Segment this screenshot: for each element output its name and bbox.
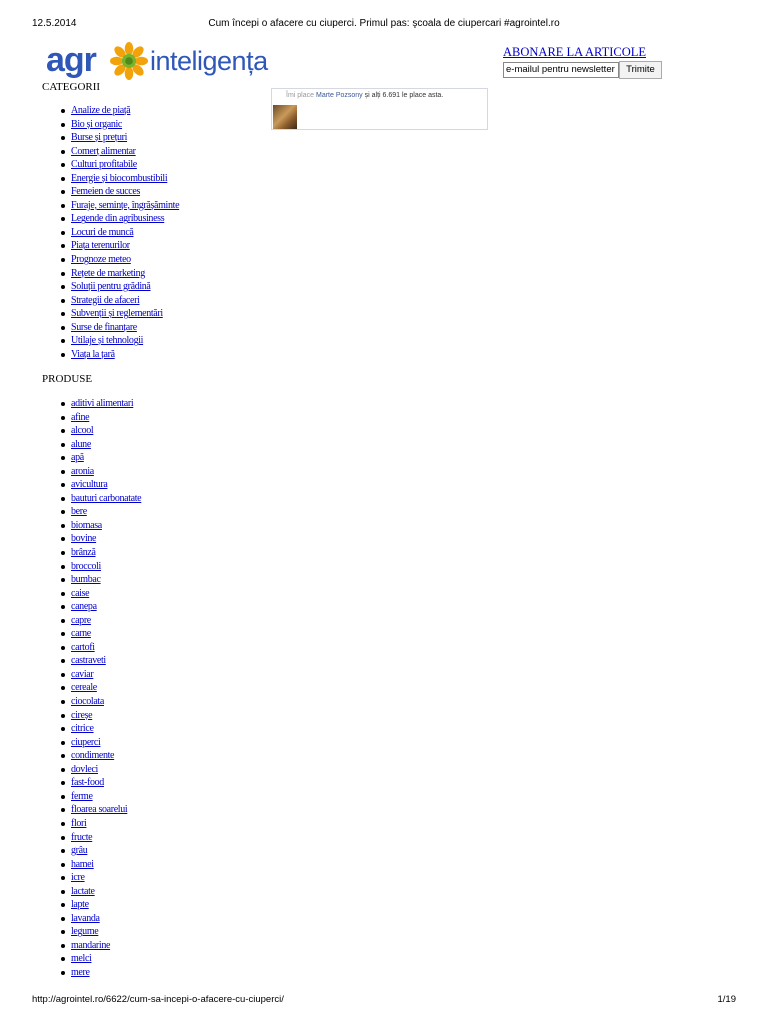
product-item <box>58 858 141 872</box>
product-item <box>58 952 141 966</box>
product-link[interactable]: alcool <box>71 425 94 437</box>
category-link[interactable]: Comerț alimentar <box>71 145 136 157</box>
site-logo[interactable] <box>46 40 276 80</box>
facebook-friend-name[interactable]: Marte Pozsony <box>316 92 363 99</box>
product-link[interactable]: fast-food <box>71 777 104 789</box>
product-link[interactable]: melci <box>71 953 92 965</box>
category-link[interactable]: Energie și biocombustibili <box>71 172 168 184</box>
facebook-like-summary <box>316 92 443 99</box>
product-item <box>58 438 141 452</box>
product-item <box>58 641 141 655</box>
product-link[interactable]: castraveti <box>71 655 106 667</box>
facebook-like-box <box>271 88 488 130</box>
product-link[interactable]: canepa <box>71 601 97 613</box>
product-link[interactable]: flori <box>71 817 87 829</box>
category-item <box>58 145 179 159</box>
product-link[interactable]: cartofi <box>71 641 95 653</box>
product-link[interactable]: lactate <box>71 885 95 897</box>
product-item <box>58 478 141 492</box>
product-item <box>58 803 141 817</box>
product-link[interactable]: cereale <box>71 682 97 694</box>
category-link[interactable]: Soluții pentru grădină <box>71 281 151 293</box>
subscribe-articles-link[interactable]: ABONARE LA ARTICOLE <box>503 45 646 59</box>
product-link[interactable]: dovleci <box>71 763 98 775</box>
category-link[interactable]: Femeien de succes <box>71 186 141 198</box>
category-item <box>58 280 179 294</box>
product-item <box>58 654 141 668</box>
category-item <box>58 321 179 335</box>
product-link[interactable]: condimente <box>71 750 115 762</box>
product-link[interactable]: ferme <box>71 790 93 802</box>
category-item <box>58 334 179 348</box>
product-item <box>58 573 141 587</box>
product-item <box>58 451 141 465</box>
category-link[interactable]: Subvenții și reglementări <box>71 308 163 320</box>
category-link[interactable]: Locuri de muncă <box>71 226 134 238</box>
product-link[interactable]: alune <box>71 438 91 450</box>
product-link[interactable]: bumbac <box>71 574 101 586</box>
product-link[interactable]: ciuperci <box>71 736 101 748</box>
product-item <box>58 411 141 425</box>
product-item <box>58 925 141 939</box>
product-link[interactable]: legume <box>71 926 99 938</box>
product-link[interactable]: bere <box>71 506 87 518</box>
newsletter-submit-button[interactable]: Trimite <box>619 61 662 79</box>
print-header <box>0 0 768 30</box>
product-item <box>58 492 141 506</box>
product-item <box>58 898 141 912</box>
category-link[interactable]: Rețete de marketing <box>71 267 145 279</box>
category-item <box>58 212 179 226</box>
category-item <box>58 267 179 281</box>
product-link[interactable]: hamei <box>71 858 94 870</box>
product-item <box>58 681 141 695</box>
product-link[interactable]: afine <box>71 411 90 423</box>
product-link[interactable]: avicultura <box>71 479 108 491</box>
product-item <box>58 532 141 546</box>
newsletter-email-input[interactable]: e-mailul pentru newsletter <box>503 62 619 78</box>
category-item <box>58 104 179 118</box>
product-link[interactable]: apă <box>71 452 84 464</box>
product-item <box>58 560 141 574</box>
product-item <box>58 627 141 641</box>
product-link[interactable]: caise <box>71 587 90 599</box>
product-item <box>58 722 141 736</box>
product-item <box>58 465 141 479</box>
product-link[interactable]: brânză <box>71 547 96 559</box>
product-item <box>58 424 141 438</box>
product-link[interactable]: citrice <box>71 723 94 735</box>
category-link[interactable]: Utilaje și tehnologii <box>71 335 144 347</box>
print-page-title: Cum începi o afacere cu ciuperci. Primul pas: şcoala de ciupercari #agrointel.ro <box>208 18 560 29</box>
product-link[interactable]: aditivi alimentari <box>71 398 134 409</box>
category-item <box>58 253 179 267</box>
product-item <box>58 736 141 750</box>
product-link[interactable]: carne <box>71 628 91 640</box>
product-link[interactable]: lavanda <box>71 912 100 924</box>
product-link[interactable]: grâu <box>71 845 88 857</box>
product-item <box>58 939 141 953</box>
product-link[interactable]: caviar <box>71 668 94 680</box>
category-link[interactable]: Prognoze meteo <box>71 254 131 266</box>
product-item <box>58 587 141 601</box>
facebook-friend-avatar[interactable] <box>273 105 297 129</box>
category-item <box>58 348 179 362</box>
product-item <box>58 776 141 790</box>
product-item <box>58 614 141 628</box>
product-item <box>58 709 141 723</box>
category-item <box>58 172 179 186</box>
category-link[interactable]: Legende din agribusiness <box>71 213 165 225</box>
product-item <box>58 505 141 519</box>
product-item <box>58 749 141 763</box>
print-page-url: http://agrointel.ro/6622/cum-sa-incepi-o-afacere-cu-ciuperci/ <box>32 994 284 1005</box>
product-link[interactable]: icre <box>71 872 85 884</box>
product-link[interactable]: capre <box>71 614 91 626</box>
category-item <box>58 199 179 213</box>
print-date: 12.5.2014 <box>32 18 77 29</box>
product-item <box>58 397 141 411</box>
product-link[interactable]: aronia <box>71 465 94 477</box>
logo-text-agr: agr <box>46 41 96 79</box>
product-item <box>58 844 141 858</box>
product-link[interactable]: bovine <box>71 533 97 545</box>
product-item <box>58 519 141 533</box>
product-link[interactable]: cireșe <box>71 709 93 721</box>
product-item <box>58 546 141 560</box>
category-link[interactable]: Furaje, semințe, îngrășăminte <box>71 199 180 211</box>
category-link[interactable]: Strategii de afaceri <box>71 294 140 306</box>
product-item <box>58 790 141 804</box>
product-item <box>58 912 141 926</box>
product-item <box>58 600 141 614</box>
sunflower-icon <box>110 42 148 80</box>
category-link[interactable]: Analize de piață <box>71 105 131 116</box>
category-item <box>58 294 179 308</box>
product-item <box>58 966 141 980</box>
category-item <box>58 307 179 321</box>
category-item <box>58 131 179 145</box>
print-footer <box>0 994 768 1014</box>
product-link[interactable]: mandarine <box>71 939 111 951</box>
category-link[interactable]: Viața la țară <box>71 348 115 360</box>
products-heading: PRODUSE <box>42 373 93 385</box>
product-item <box>58 763 141 777</box>
product-link[interactable]: lapte <box>71 899 89 911</box>
category-item <box>58 239 179 253</box>
category-item <box>58 158 179 172</box>
product-item <box>58 831 141 845</box>
category-link[interactable]: Surse de finanțare <box>71 321 137 333</box>
product-link[interactable]: mere <box>71 966 90 978</box>
products-list <box>58 397 141 980</box>
product-link[interactable]: fructe <box>71 831 93 843</box>
categories-heading: CATEGORII <box>42 81 101 93</box>
product-item <box>58 817 141 831</box>
facebook-like-button[interactable]: Îmi place <box>286 92 315 99</box>
print-page-number: 1/19 <box>717 994 736 1005</box>
product-link[interactable]: biomasa <box>71 519 102 531</box>
product-item <box>58 871 141 885</box>
logo-text-inteligenta: inteligența <box>150 46 268 76</box>
category-item <box>58 118 179 132</box>
product-link[interactable]: bauturi carbonatate <box>71 492 142 504</box>
facebook-like-count-text: și alți 6.691 le place asta. <box>364 92 444 99</box>
product-item <box>58 695 141 709</box>
product-link[interactable]: broccoli <box>71 560 101 572</box>
category-item <box>58 185 179 199</box>
category-link[interactable]: Piața terenurilor <box>71 240 130 252</box>
product-item <box>58 885 141 899</box>
category-link[interactable]: Bio și organic <box>71 118 123 130</box>
product-item <box>58 668 141 682</box>
product-link[interactable]: floarea soarelui <box>71 804 128 816</box>
category-link[interactable]: Culturi profitabile <box>71 159 137 171</box>
product-link[interactable]: ciocolata <box>71 696 104 708</box>
categories-list <box>58 104 179 361</box>
category-item <box>58 226 179 240</box>
category-link[interactable]: Burse și prețuri <box>71 132 128 144</box>
